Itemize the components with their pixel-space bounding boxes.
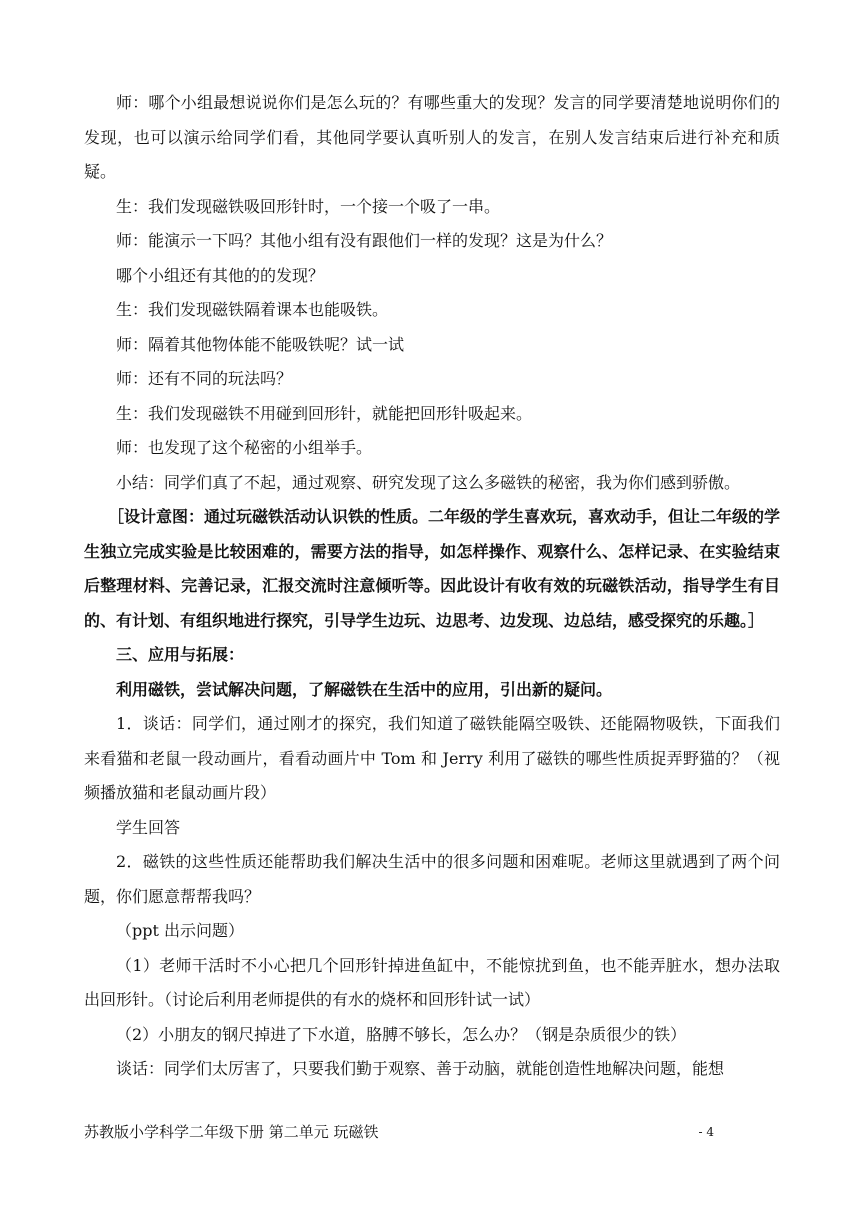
paragraph: 师：也发现了这个秘密的小组举手。 [116, 438, 373, 457]
paragraph: 2．磁铁的这些性质还能帮助我们解决生活中的很多问题和困难呢。老师这里就遇到了两个问题，你们愿意帮帮我吗？ [84, 852, 780, 906]
page-number: - 4 [698, 1125, 714, 1139]
paragraph: 生：我们发现磁铁吸回形针时，一个接一个吸了一串。 [116, 196, 501, 216]
paragraph: 师：隔着其他物体能不能吸铁呢？试一试 [116, 334, 405, 354]
paragraph: 师：哪个小组最想说说你们是怎么玩的？有哪些重大的发现？发言的同学要清楚地说明你们的发现，也可以演示给同学们看，其他同学要认真听别人的发言，在别人发言结束后进行补充和质疑。 [84, 93, 780, 181]
paragraph: 1．谈话：同学们，通过刚才的探究，我们知道了磁铁能隔空吸铁、还能隔物吸铁，下面我们来看猫和老鼠一段动画片，看看动画片中 Tom 和 Jerry 利用了磁铁的哪些性质捉弄野猫的？（视频播放猫和老鼠动画片段） [84, 714, 780, 802]
paragraph: 哪个小组还有其他的的发现？ [116, 265, 325, 285]
paragraph: 生：我们发现磁铁不用碰到回形针，就能把回形针吸起来。 [116, 403, 533, 423]
document-body [84, 86, 780, 1087]
paragraph: 师：能演示一下吗？其他小组有没有跟他们一样的发现？这是为什么？ [116, 231, 613, 250]
design-intent-note: ［设计意图：通过玩磁铁活动认识铁的性质。二年级的学生喜欢玩，喜欢动手，但让二年级的学生独立完成实验是比较困难的，需要方法的指导，如怎样操作、观察什么、怎样记录、在实验结束后整理材料、完善记录，汇报交流时注意倾听等。因此设计有收有效的玩磁铁活动，指导学生有目的、有计划、有组织地进行探究，引导学生边玩、边思考、边发现、边总结，感受探究的乐趣。］ [84, 507, 781, 630]
paragraph: （1）老师干活时不小心把几个回形针掉进鱼缸中，不能惊扰到鱼，也不能弄脏水，想办法取出回形针。（讨论后利用老师提供的有水的烧杯和回形针试一试） [84, 955, 780, 1009]
paragraph: （2）小朋友的钢尺掉进了下水道，胳膊不够长，怎么办？（钢是杂质很少的铁） [116, 1024, 687, 1044]
paragraph: 学生回答 [116, 817, 181, 837]
paragraph: 师：还有不同的玩法吗？ [116, 369, 293, 388]
page-footer [84, 1121, 714, 1143]
paragraph: 生：我们发现磁铁隔着课本也能吸铁。 [116, 300, 389, 319]
paragraph: 谈话：同学们太厉害了，只要我们勤于观察、善于动脑，就能创造性地解决问题，能想 [116, 1059, 725, 1078]
summary-paragraph: 小结：同学们真了不起，通过观察、研究发现了这么多磁铁的秘密，我为你们感到骄傲。 [116, 472, 741, 492]
section-goal: 利用磁铁，尝试解决问题，了解磁铁在生活中的应用，引出新的疑问。 [116, 679, 613, 699]
paragraph: （ppt 出示问题） [116, 921, 245, 940]
section-heading: 三、应用与拓展： [116, 645, 245, 664]
footer-title: 苏教版小学科学二年级下册 第二单元 玩磁铁 [84, 1123, 379, 1141]
